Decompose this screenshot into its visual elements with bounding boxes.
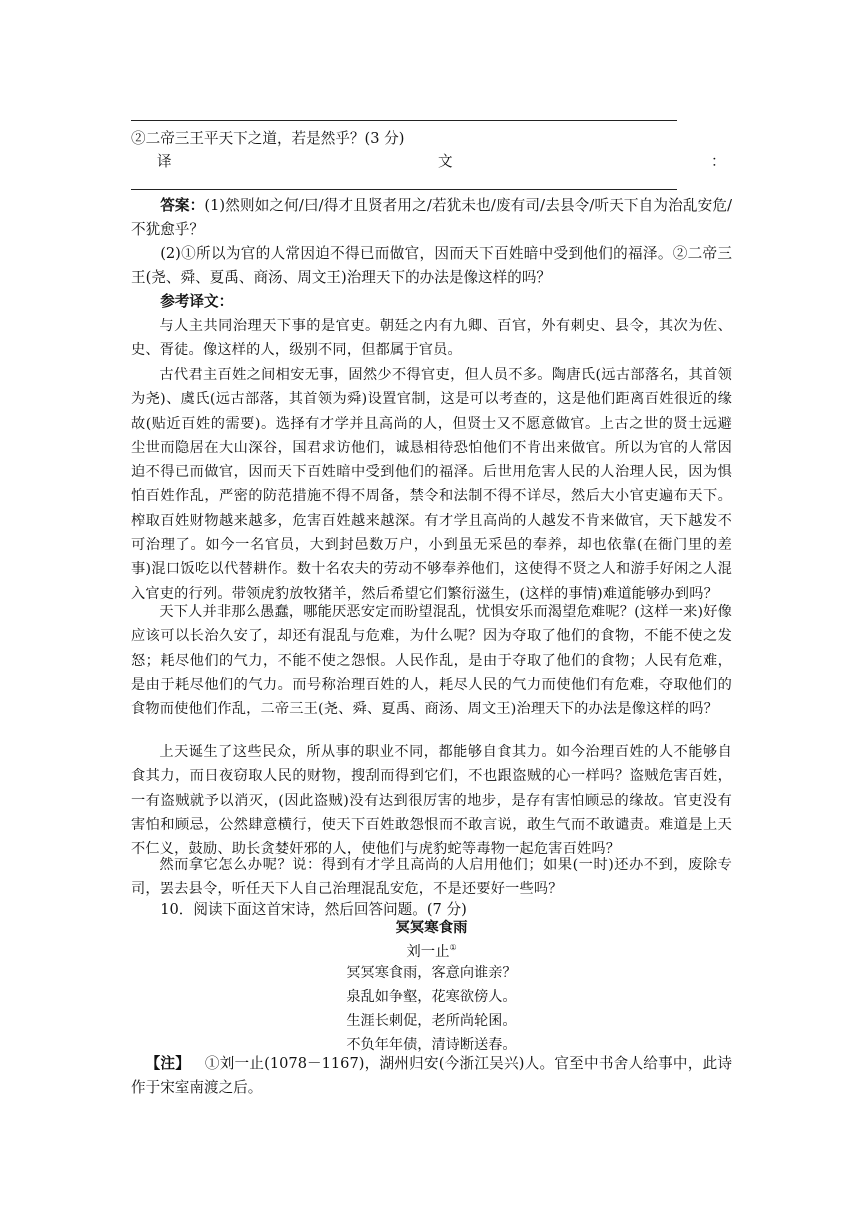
reference-translation-label: 参考译文： bbox=[160, 293, 234, 310]
answer-blank-line bbox=[131, 189, 677, 190]
poem-note: 【注】 ①刘一止(1078－1167)，湖州归安(今浙江吴兴)人。官至中书舍人给事中，此诗作于宋室南渡之后。 bbox=[131, 1055, 732, 1097]
answer-blank-line bbox=[131, 120, 677, 121]
author-note-mark: ① bbox=[449, 943, 457, 953]
poem-line: 冥冥寒食雨，客意向谁亲？ bbox=[346, 965, 517, 981]
translation-paragraph-1: 与人主共同治理天下事的是官吏。朝廷之内有九卿、百官，外有刺史、县令，其次为佐、史、胥徒。像这样的人，级别不同，但都属于官员。 bbox=[131, 318, 732, 359]
wen-char: 文 bbox=[438, 153, 453, 170]
translation-paragraph-5: 然而拿它怎么办呢？说：得到有才学且高尚的人启用他们；如果(一时)还办不到，废除专司，罢去县令，听任天下人自己治理混乱安危，不是还要好一些吗？ bbox=[131, 857, 732, 898]
note-label: 【注】 bbox=[145, 1055, 191, 1072]
translation-paragraph-4: 上天诞生了这些民众，所从事的职业不同，都能够自食其力。如今治理百姓的人不能够自食其力，而日夜窃取人民的财物，搜刮而得到它们，不也跟盗贼的心一样吗？盗贼危害百姓，一有盗贼就予以消灭，(因此盗贼)没有达到很厉害的地步，是存有害怕顾忌的缘故。官吏没有害怕和顾忌，公然肆意横行，使天下百姓敢怨恨而不敢言说，敢生气而不敢谴责。难道是上天不仁义，鼓励、助长贪婪奸邪的人，使他们与虎豹蛇等毒物一起危害百姓吗？ bbox=[131, 744, 732, 858]
poem-author: 刘一止① bbox=[406, 943, 457, 960]
poem-title: 冥冥寒食雨 bbox=[395, 920, 468, 936]
poem-line: 生涯长刺促，老所尚轮囷。 bbox=[346, 1013, 517, 1029]
answer-paragraph-2: (2)①所以为官的人常因迫不得已而做官，因而天下百姓暗中受到他们的福泽。②二帝三王(尧、舜、夏禹、商汤、周文王)治理天下的办法是像这样的吗？ bbox=[131, 245, 732, 287]
question-10: 10．阅读下面这首宋诗，然后回答问题。(7 分) bbox=[160, 901, 467, 918]
poem-line: 泉乱如争壑，花寒欲傍人。 bbox=[346, 989, 517, 1005]
answer-paragraph-1: 答案：(1)然则如之何/曰/得才且贤者用之/若犹未也/废有司/去县令/听天下自为治乱安危/不犹愈乎？ bbox=[131, 197, 732, 239]
poem-line: 不负年年债，清诗断送春。 bbox=[346, 1037, 517, 1053]
answer-label: 答案： bbox=[160, 197, 205, 214]
translation-paragraph-2: 古代君主百姓之间相安无事，固然少不得官吏，但人员不多。陶唐氏(远古部落名，其首领为尧)、虞氏(远古部落，其首领为舜)设置官制，这是可以考查的，这是他们距离百姓很近的缘故(贴近百姓的需要)。选择有才学并且高尚的人，但贤士又不愿意做官。上古之世的贤士远避尘世而隐居在大山深谷，国君求访他们，诚恳相待恐怕他们不肯出来做官。所以为官的人常因迫不得已而做官，因而天下百姓暗中受到他们的福泽。后世用危害人民的人治理人民，因为惧怕百姓作乱，严密的防范措施不得不周备，禁令和法制不得不详尽，然后大小官吏遍布天下。榨取百姓财物越来越多，危害百姓越来越深。有才学且高尚的人越发不肯来做官，天下越发不可治理了。如今一名官员，大到封邑数万户，小到虽无采邑的奉养，却也依靠(在衙门里的差事)混口饭吃以代替耕作。数十名农夫的劳动不够奉养他们，这使得不贤之人和游手好闲之人混入官吏的行列。带领虎豹放牧猪羊，然后希望它们繁衍滋生，(这样的事情)难道能够办到吗？ bbox=[131, 367, 732, 602]
question-2-prompt: ②二帝三王平天下之道，若是然乎？(3 分) bbox=[131, 130, 405, 147]
yi-char: 译 bbox=[157, 153, 172, 170]
colon-char: ： bbox=[711, 153, 726, 170]
translation-paragraph-3: 天下人并非那么愚蠢，哪能厌恶安定而盼望混乱，忧惧安乐而渴望危难呢？(这样一来)好像应该可以长治久安了，却还有混乱与危难，为什么呢？因为夺取了他们的食物，不能不使之发怒；耗尽他们的气力，不能不使之怨恨。人民作乱，是由于夺取了他们的食物；人民有危难，是由于耗尽他们的气力。而号称治理百姓的人，耗尽人民的气力而使他们有危难，夺取他们的食物而使他们作乱，二帝三王(尧、舜、夏禹、商汤、周文王)治理天下的办法是像这样的吗？ bbox=[131, 604, 732, 718]
